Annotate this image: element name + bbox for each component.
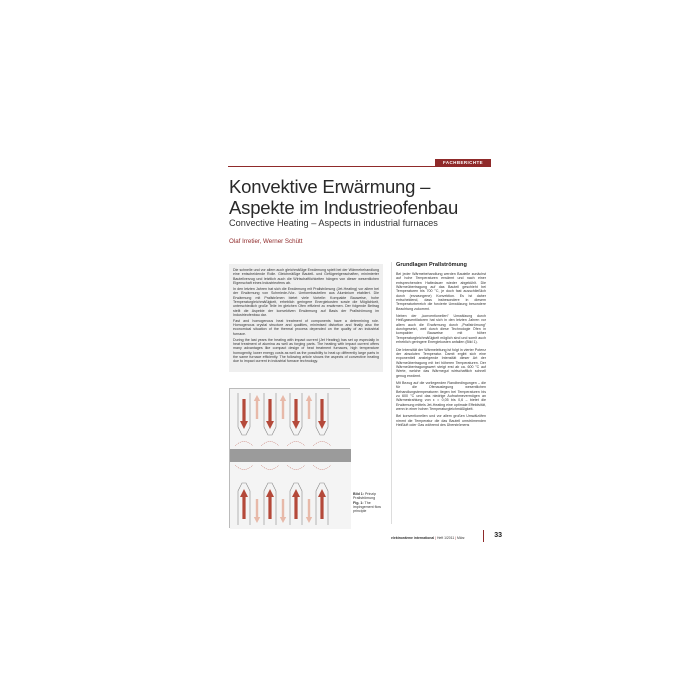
caption-de-text: Prinzip Prallströmung (353, 492, 376, 501)
top-return-shaft (308, 401, 310, 419)
body-paragraph: Mit Bezug auf die vorliegenden Randbedingungen – die für die Ofenauslegung wesentlichen Behandlungstemperaturen liegen bei Temperaturen bis zu 600 °C und das niedrige Aufnahmevermögen an Wärmestrahlung von ε = 0,05 bis 0,6 – bietet die Erwärmung mittels Jet-Heating eine optimale Effektivität, wenn in einer hohen Temperaturgleichmäßigkeit. (396, 380, 486, 411)
top-jet-shaft (320, 399, 323, 421)
bottom-return-shaft (256, 499, 258, 517)
category-tab: FACHBERICHTE (435, 159, 491, 167)
column-divider (391, 262, 392, 524)
caption-en-text: The impingement flow principle (353, 500, 381, 514)
abstract-de-paragraph: In den letzten Jahren hat sich die Erwärmung mit Prallströmung (Jet-Heating) vor allem bei der Erwärmung von Schmiede-/Vor- Umformbauteilen aus Aluminium etabliert. Die Erwärmung mit Prallströmen bietet viele Vorteile: Kompakte Bauweise, hohe Temperaturgleichmäßigkeit, erheblich geringere Energiekosten sowie die Möglichkeit, unterschiedlich große Teile im gleichen Ofen effizient zu erwärmen. Der folgende Beitrag stellt die Aspekte der konvektiven Erwärmung auf Basis der Prallströmung im Industrieofenbau dar. (233, 286, 379, 317)
category-rule (228, 166, 491, 167)
abstract-box (229, 264, 383, 372)
abstract-en-paragraph: Fast and homogenous heat treatment of components have a determining role. Homogenous crystal structure and qualities, minimised distortion and finally also the economical situation of the thermal process depended on the quality of an industrial furnace. (233, 318, 379, 336)
bottom-jet-shaft (294, 497, 297, 519)
footer-journal: elektrowärme international (391, 536, 435, 540)
article-subtitle: Convective Heating – Aspects in industrial furnaces (229, 218, 438, 228)
article-title: Konvektive Erwärmung – Aspekte im Industrieofenbau (229, 176, 459, 218)
page-footer (391, 533, 491, 543)
body-paragraph: Bei konventionellen und vor allem großen Umwälzöfen nimmt die Temperatur die das Bauteil umströmenden Heißluft oder Gas während des Überströmens (396, 414, 486, 427)
figure-impingement-flow (229, 388, 350, 528)
section-heading: Grundlagen Prallströmung (396, 262, 467, 268)
page-number: 33 (494, 532, 502, 539)
footer-separator: | (455, 536, 457, 540)
bottom-jet-shaft (268, 497, 271, 519)
page-number-rule (483, 530, 484, 542)
bottom-jet-shaft (242, 497, 245, 519)
bottom-return-shaft (282, 499, 284, 517)
footer-issue: Heft 1/2011 (436, 536, 455, 540)
article-authors: Olaf Irretier, Werner Schütt (229, 238, 303, 245)
top-jet-shaft (294, 399, 297, 421)
top-return-shaft (256, 401, 258, 419)
top-jet-shaft (268, 399, 271, 421)
figure-caption (353, 492, 387, 513)
caption-de-label: Bild 1: (353, 492, 364, 496)
body-column (396, 262, 486, 524)
footer-separator: | (435, 536, 437, 540)
body-paragraph: Neben der „konventionellen" Umwälzung durch Heißgasventilatoren hat sich in den letzten Jahren vor allem auch die Erwärmung durch „Prallströmung" durchgesetzt, weil durch diese Technologie Öfen in kompakter Bauweise mit höher Temperaturgleichmäßigkeit möglich sind und somit auch erheblich geringere Energiekosten anfallen (Bild 1). (396, 314, 486, 345)
body-paragraph: Die Intensität der Wärmeleitung ist folgt in vierter Potenz der absoluten Temperatur. Damit ergibt sich eine exponentiell ansteigende Intensität dieser Art der Wärmeübertragung mit bei höheren Temperaturen. Der Wärmeübertragungswert steigt erst ab ca. 600 °C auf Werte, welche das Wärmegut wirtschaftlich schnell genug erwärmt. (396, 347, 486, 378)
workpiece-plate (230, 449, 351, 462)
footer-month: März (457, 536, 465, 540)
caption-en-label: Fig. 1: (353, 500, 364, 505)
abstract-de-paragraph: Die schnelle und vor allem auch gleichmäßige Erwärmung spielt bei der Wärmebehandlung eine entscheidende Rolle. Gleichmäßige Bauteil- und Gefügeeigenschaften, minimierter Bauteilverzug und letztlich auch die Wirtschaftlichkeiten hängen von dieser wesentlichen Eigenschaft eines Industrieofens ab. (233, 268, 379, 286)
body-paragraph: Bei jeder Wärmebehandlung werden Bauteile zunächst auf hohe Temperaturen erwärmt und nach einer entsprechenden Haltedauer wieder abgekühlt. Die Wärmeübertragung auf das Bauteil geschieht bei Temperaturen bis 700 °C, je doch fast ausschließlich durch (erzwungene) Konvektion. Es ist daher entscheidend, dass insbesondere in diesem Temperaturbereich die forcierte Umwälzung besondere Beachtung zukommt. (396, 272, 486, 311)
top-return-shaft (282, 401, 284, 419)
top-jet-shaft (242, 399, 245, 421)
impingement-flow-diagram (230, 389, 351, 529)
abstract-en-paragraph: During the last years the heating with impact current (Jet Heating) has set up especially in heat treatment of alumina as well as forging parts. The heating with impact current offers many advantages like compact design of heat treatment furnaces, high temperature homogenity, lower energy costs as well as the possibility to heat up differently large parts in the same furnace efficiently. The following article shows the aspects of convective heating due to impact current in industrial furnace technology. (233, 337, 379, 364)
bottom-return-shaft (308, 499, 310, 517)
bottom-jet-shaft (320, 497, 323, 519)
